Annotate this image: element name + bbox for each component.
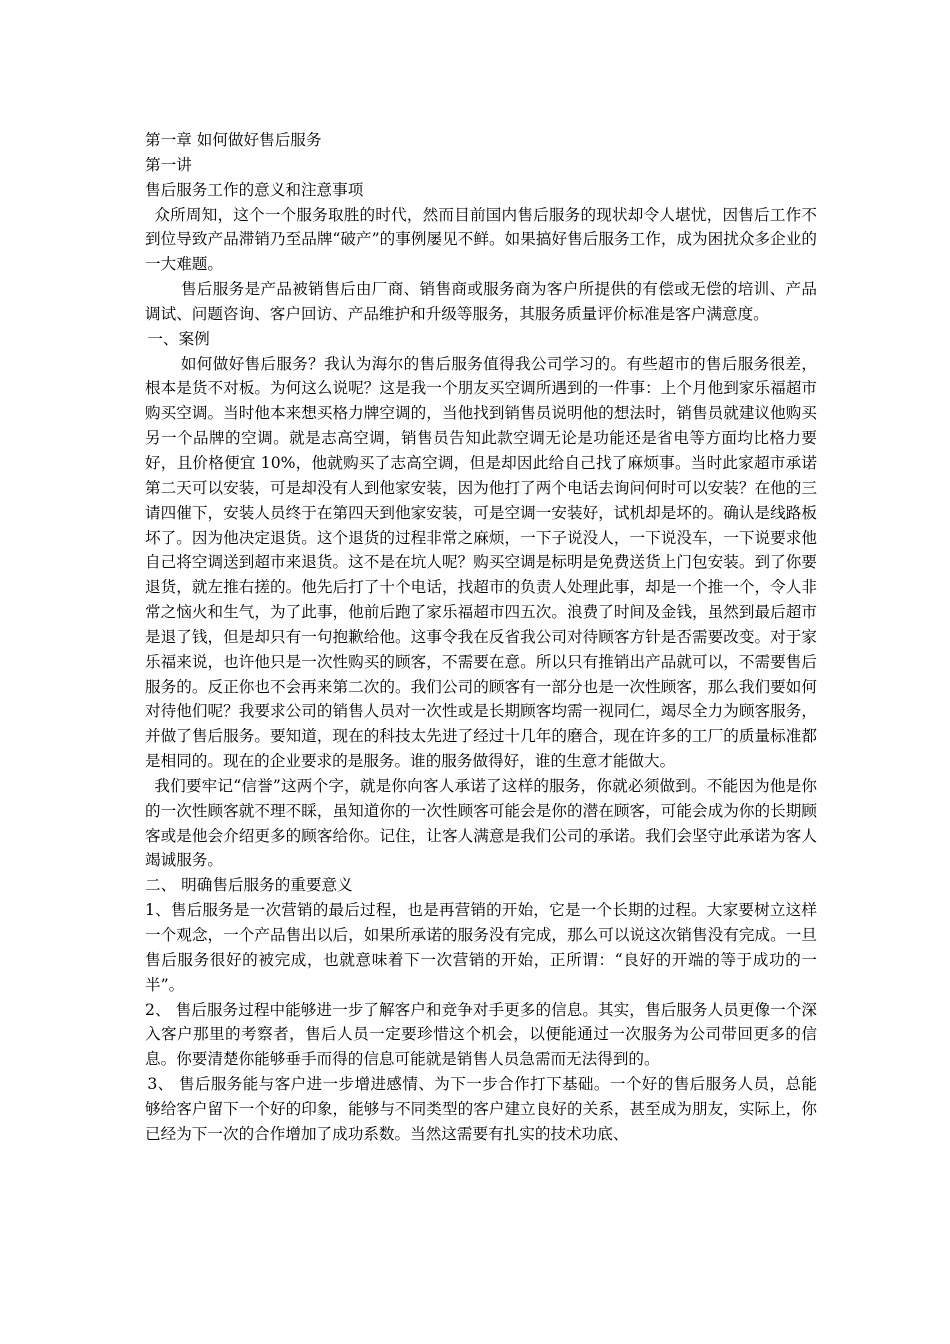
document-page: [145, 128, 817, 1147]
point-1: 1、售后服务是一次营销的最后过程，也是再营销的开始，它是一个长期的过程。大家要树立这样一个观念，一个产品售出以后，如果所承诺的服务没有完成，那么可以说这次销售没有完成。一旦售后服务很好的被完成，也就意味着下一次营销的开始，正所谓：“良好的开端的等于成功的一半”。: [145, 901, 817, 994]
section-title: 售后服务工作的意义和注意事项: [145, 180, 364, 199]
chapter-title: 第一章 如何做好售后服务: [145, 131, 322, 149]
heading-case: 一、案例: [147, 329, 210, 348]
intro-paragraph: 众所周知，这个一个服务取胜的时代，然而目前国内售后服务的现状却令人堪忧，因售后工作不到位导致产品滞销乃至品牌“破产”的事例屡见不鲜。如果搞好售后服务工作，成为困扰众多企业的一大难题。: [145, 205, 817, 274]
point-2: 2、 售后服务过程中能够进一步了解客户和竞争对手更多的信息。其实，售后服务人员更像一个深入客户那里的考察者，售后人员一定要珍惜这个机会，以便能通过一次服务为公司带回更多的信息。你要清楚你能够垂手而得的信息可能就是销售人员急需而无法得到的。: [145, 1000, 817, 1069]
point-3: 3、 售后服务能与客户进一步增进感情、为下一步合作打下基础。一个好的售后服务人员，总能够给客户留下一个好的印象，能够与不同类型的客户建立良好的关系，甚至成为朋友，实际上，你已经为下一次的合作增加了成功系数。当然这需要有扎实的技术功底、: [145, 1075, 817, 1143]
definition-paragraph: 售后服务是产品被销售后由厂商、销售商或服务商为客户所提供的有偿或无偿的培训、产品调试、问题咨询、客户回访、产品维护和升级等服务，其服务质量评价标准是客户满意度。: [145, 280, 817, 323]
lecture-label: 第一讲: [145, 155, 192, 174]
promise-paragraph: 我们要牢记“信誉”这两个字，就是你向客人承诺了这样的服务，你就必须做到。不能因为他是你的一次性顾客就不理不睬，虽知道你的一次性顾客可能会是你的潜在顾客，可能会成为你的长期顾客或是他会介绍更多的顾客给你。记住，让客人满意是我们公司的承诺。我们会坚守此承诺为客人竭诚服务。: [145, 776, 817, 870]
heading-importance: 二、 明确售后服务的重要意义: [145, 876, 353, 895]
case-paragraph: 如何做好售后服务？我认为海尔的售后服务值得我公司学习的。有些超市的售后服务很差，根本是货不对板。为何这么说呢？这是我一个朋友买空调所遇到的一件事：上个月他到家乐福超市购买空调。当时他本来想买格力牌空调的，当他找到销售员说明他的想法时，销售员就建议他购买另一个品牌的空调。就是志高空调，销售员告知此款空调无论是功能还是省电等方面均比格力要好，且价格便宜 10%，他就购买了志高空调，但是却因此给自己找了麻烦事。当时此家超市承诺第二天可以安装，可是却没有人到他家安装，因为他打了两个电话去询问何时可以安装？在他的三请四催下，安装人员终于在第四天到他家安装，可是空调一安装好，试机却是坏的。确认是线路板坏了。因为他决定退货。这个退货的过程非常之麻烦，一下子说没人，一下说没车，一下说要求他自己将空调送到超市来退货。这不是在坑人呢？购买空调是标明是免费送货上门包安装。到了你要退货，就左推右搓的。他先后打了十个电话，找超市的负责人处理此事，却是一个推一个，令人非常之恼火和生气，为了此事，他前后跑了家乐福超市四五次。浪费了时间及金钱，虽然到最后超市是退了钱，但是却只有一句抱歉给他。这事令我在反省我公司对待顾客方针是否需要改变。对于家乐福来说，也许他只是一次性购买的顾客，不需要在意。所以只有推销出产品就可以，不需要售后服务的。反正你也不会再来第二次的。我们公司的顾客有一部分也是一次性顾客，那么我们要如何对待他们呢？我要求公司的销售人员对一次性或是长期顾客均需一视同仁，竭尽全力为顾客服务，并做了售后服务。要知道，现在的科技太先进了经过十几年的磨合，现在许多的工厂的质量标准都是相同的。现在的企业要求的是服务。谁的服务做得好，谁的生意才能做大。: [145, 354, 817, 771]
